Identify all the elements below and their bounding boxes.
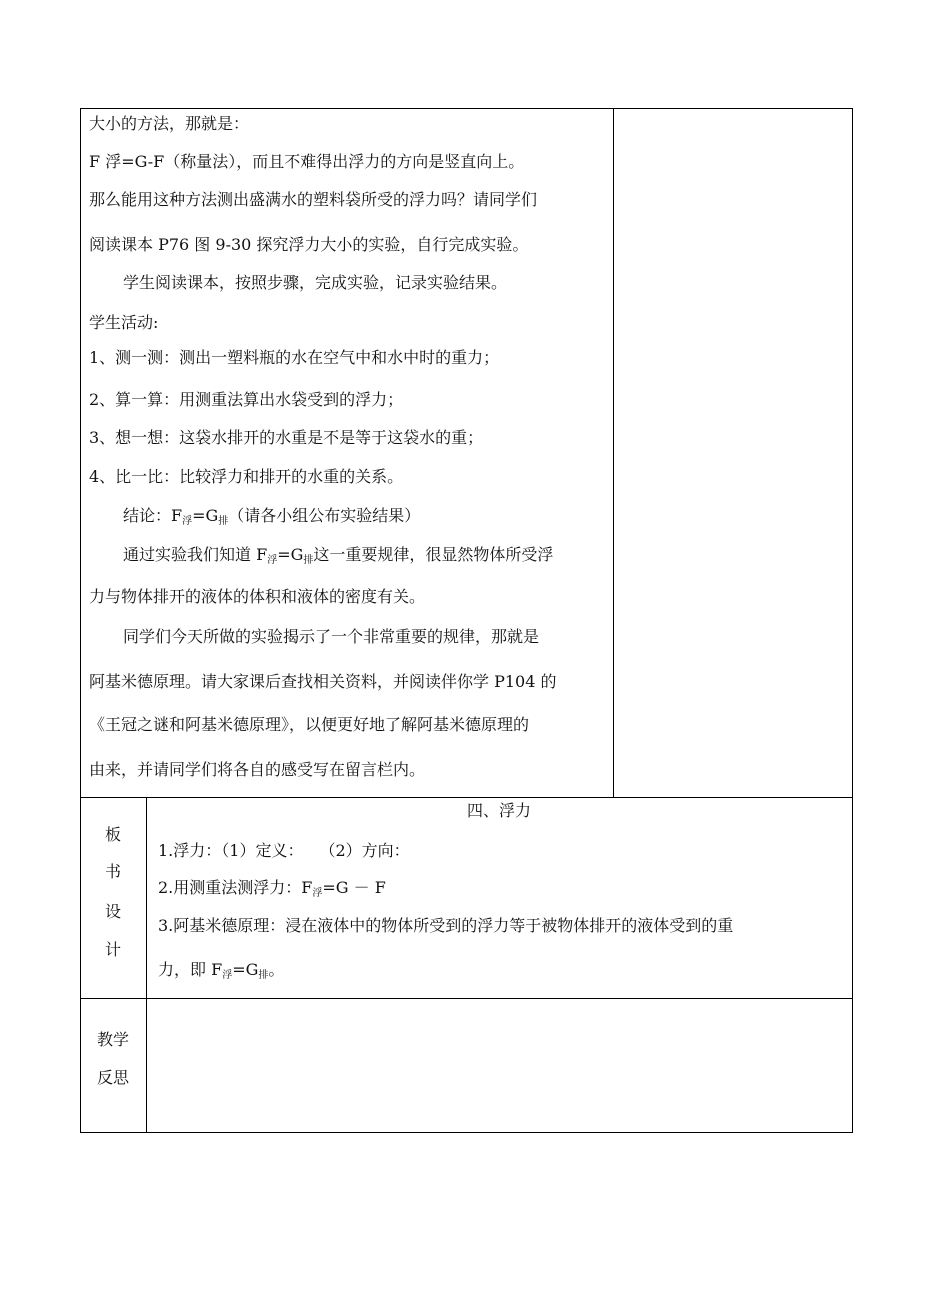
board-label-1: 板 [104, 825, 121, 844]
conclusion-rest: （请各小组公布实验结果） [228, 506, 421, 525]
p1-a: 通过实验我们知道 F [123, 545, 268, 564]
reflection-label-line-1: 教学 [96, 1030, 129, 1049]
board-label-4: 计 [104, 940, 121, 959]
lesson-line-1: 大小的方法，那就是： [89, 114, 250, 133]
board-item-3-mid: =G [232, 960, 259, 979]
board-item-3-a: 力，即 F [158, 960, 223, 979]
reflection-label-line-2: 反思 [96, 1068, 129, 1087]
paragraph-2-line-4: 由来，并请同学们将各自的感受写在留言栏内。 [89, 760, 426, 779]
table-right-border [852, 108, 853, 1133]
board-label-3: 设 [104, 902, 121, 921]
p1-mid: =G [277, 545, 304, 564]
lesson-line-2-rest: =G-F（称量法），而且不难得出浮力的方向是竖直向上。 [121, 152, 525, 171]
lesson-line-5: 学生阅读课本，按照步骤，完成实验，记录实验结果。 [123, 273, 508, 292]
board-item-3-line-2 [158, 960, 284, 986]
table-top-border [80, 108, 853, 109]
p1-sub-buoyancy: 浮 [267, 555, 278, 566]
activity-heading: 学生活动: [89, 313, 159, 332]
board-item-2 [158, 878, 386, 904]
board-item-3-end: 。 [268, 960, 285, 979]
paragraph-2-line-1: 同学们今天所做的实验揭示了一个非常重要的规律，那就是 [123, 627, 540, 646]
board-item-2-a: 2.用测重法测浮力：F [158, 878, 313, 897]
table-bottom-border [80, 1132, 853, 1133]
board-item-2-rest: =G － F [322, 878, 386, 897]
table-left-border [80, 108, 81, 1133]
lesson-line-2-prefix: F 浮 [89, 152, 122, 171]
conclusion-mid: =G [192, 506, 219, 525]
lesson-line-3: 那么能用这种方法测出盛满水的塑料袋所受的浮力吗？请同学们 [89, 190, 538, 209]
board-label-2: 书 [104, 862, 121, 881]
board-item-1: 1.浮力：（1）定义： （2）方向： [158, 841, 410, 860]
activity-step-4: 4、比一比：比较浮力和排开的水重的关系。 [89, 467, 404, 486]
board-item-3-sub-displaced: 排 [258, 970, 269, 981]
lesson-line-2 [89, 152, 524, 172]
activity-step-2: 2、算一算：用测重法算出水袋受到的浮力； [89, 390, 404, 409]
paragraph-1-line-1 [123, 545, 553, 571]
paragraph-1-line-2: 力与物体排开的液体的体积和液体的密度有关。 [89, 587, 426, 606]
paragraph-2-line-3: 《王冠之谜和阿基米德原理》，以便更好地了解阿基米德原理的 [89, 715, 530, 734]
conclusion-label: 结论：F [123, 506, 183, 525]
p1-sub-displaced: 排 [303, 555, 314, 566]
board-item-2-sub: 浮 [312, 888, 323, 899]
conclusion-sub-buoyancy: 浮 [182, 516, 193, 527]
row-divider-board [80, 797, 853, 798]
reflection-content-area [147, 999, 852, 1132]
lesson-line-4: 阅读课本 P76 图 9-30 探究浮力大小的实验，自行完成实验。 [89, 235, 529, 254]
board-item-3-sub-buoyancy: 浮 [222, 970, 233, 981]
column-divider-notes [613, 108, 614, 798]
conclusion-sub-displaced: 排 [218, 516, 229, 527]
conclusion-line [123, 506, 420, 532]
p1-rest: 这一重要规律，很显然物体所受浮 [313, 545, 554, 564]
board-item-3-line-1: 3.阿基米德原理：浸在液体中的物体所受到的浮力等于被物体排开的液体受到的重 [158, 916, 734, 935]
activity-step-1: 1、测一测：测出一塑料瓶的水在空气中和水中时的重力； [89, 348, 500, 367]
activity-step-3: 3、想一想：这袋水排开的水重是不是等于这袋水的重； [89, 428, 484, 447]
paragraph-2-line-2: 阿基米德原理。请大家课后查找相关资料，并阅读伴你学 P104 的 [89, 672, 557, 691]
board-title: 四、浮力 [466, 801, 531, 820]
